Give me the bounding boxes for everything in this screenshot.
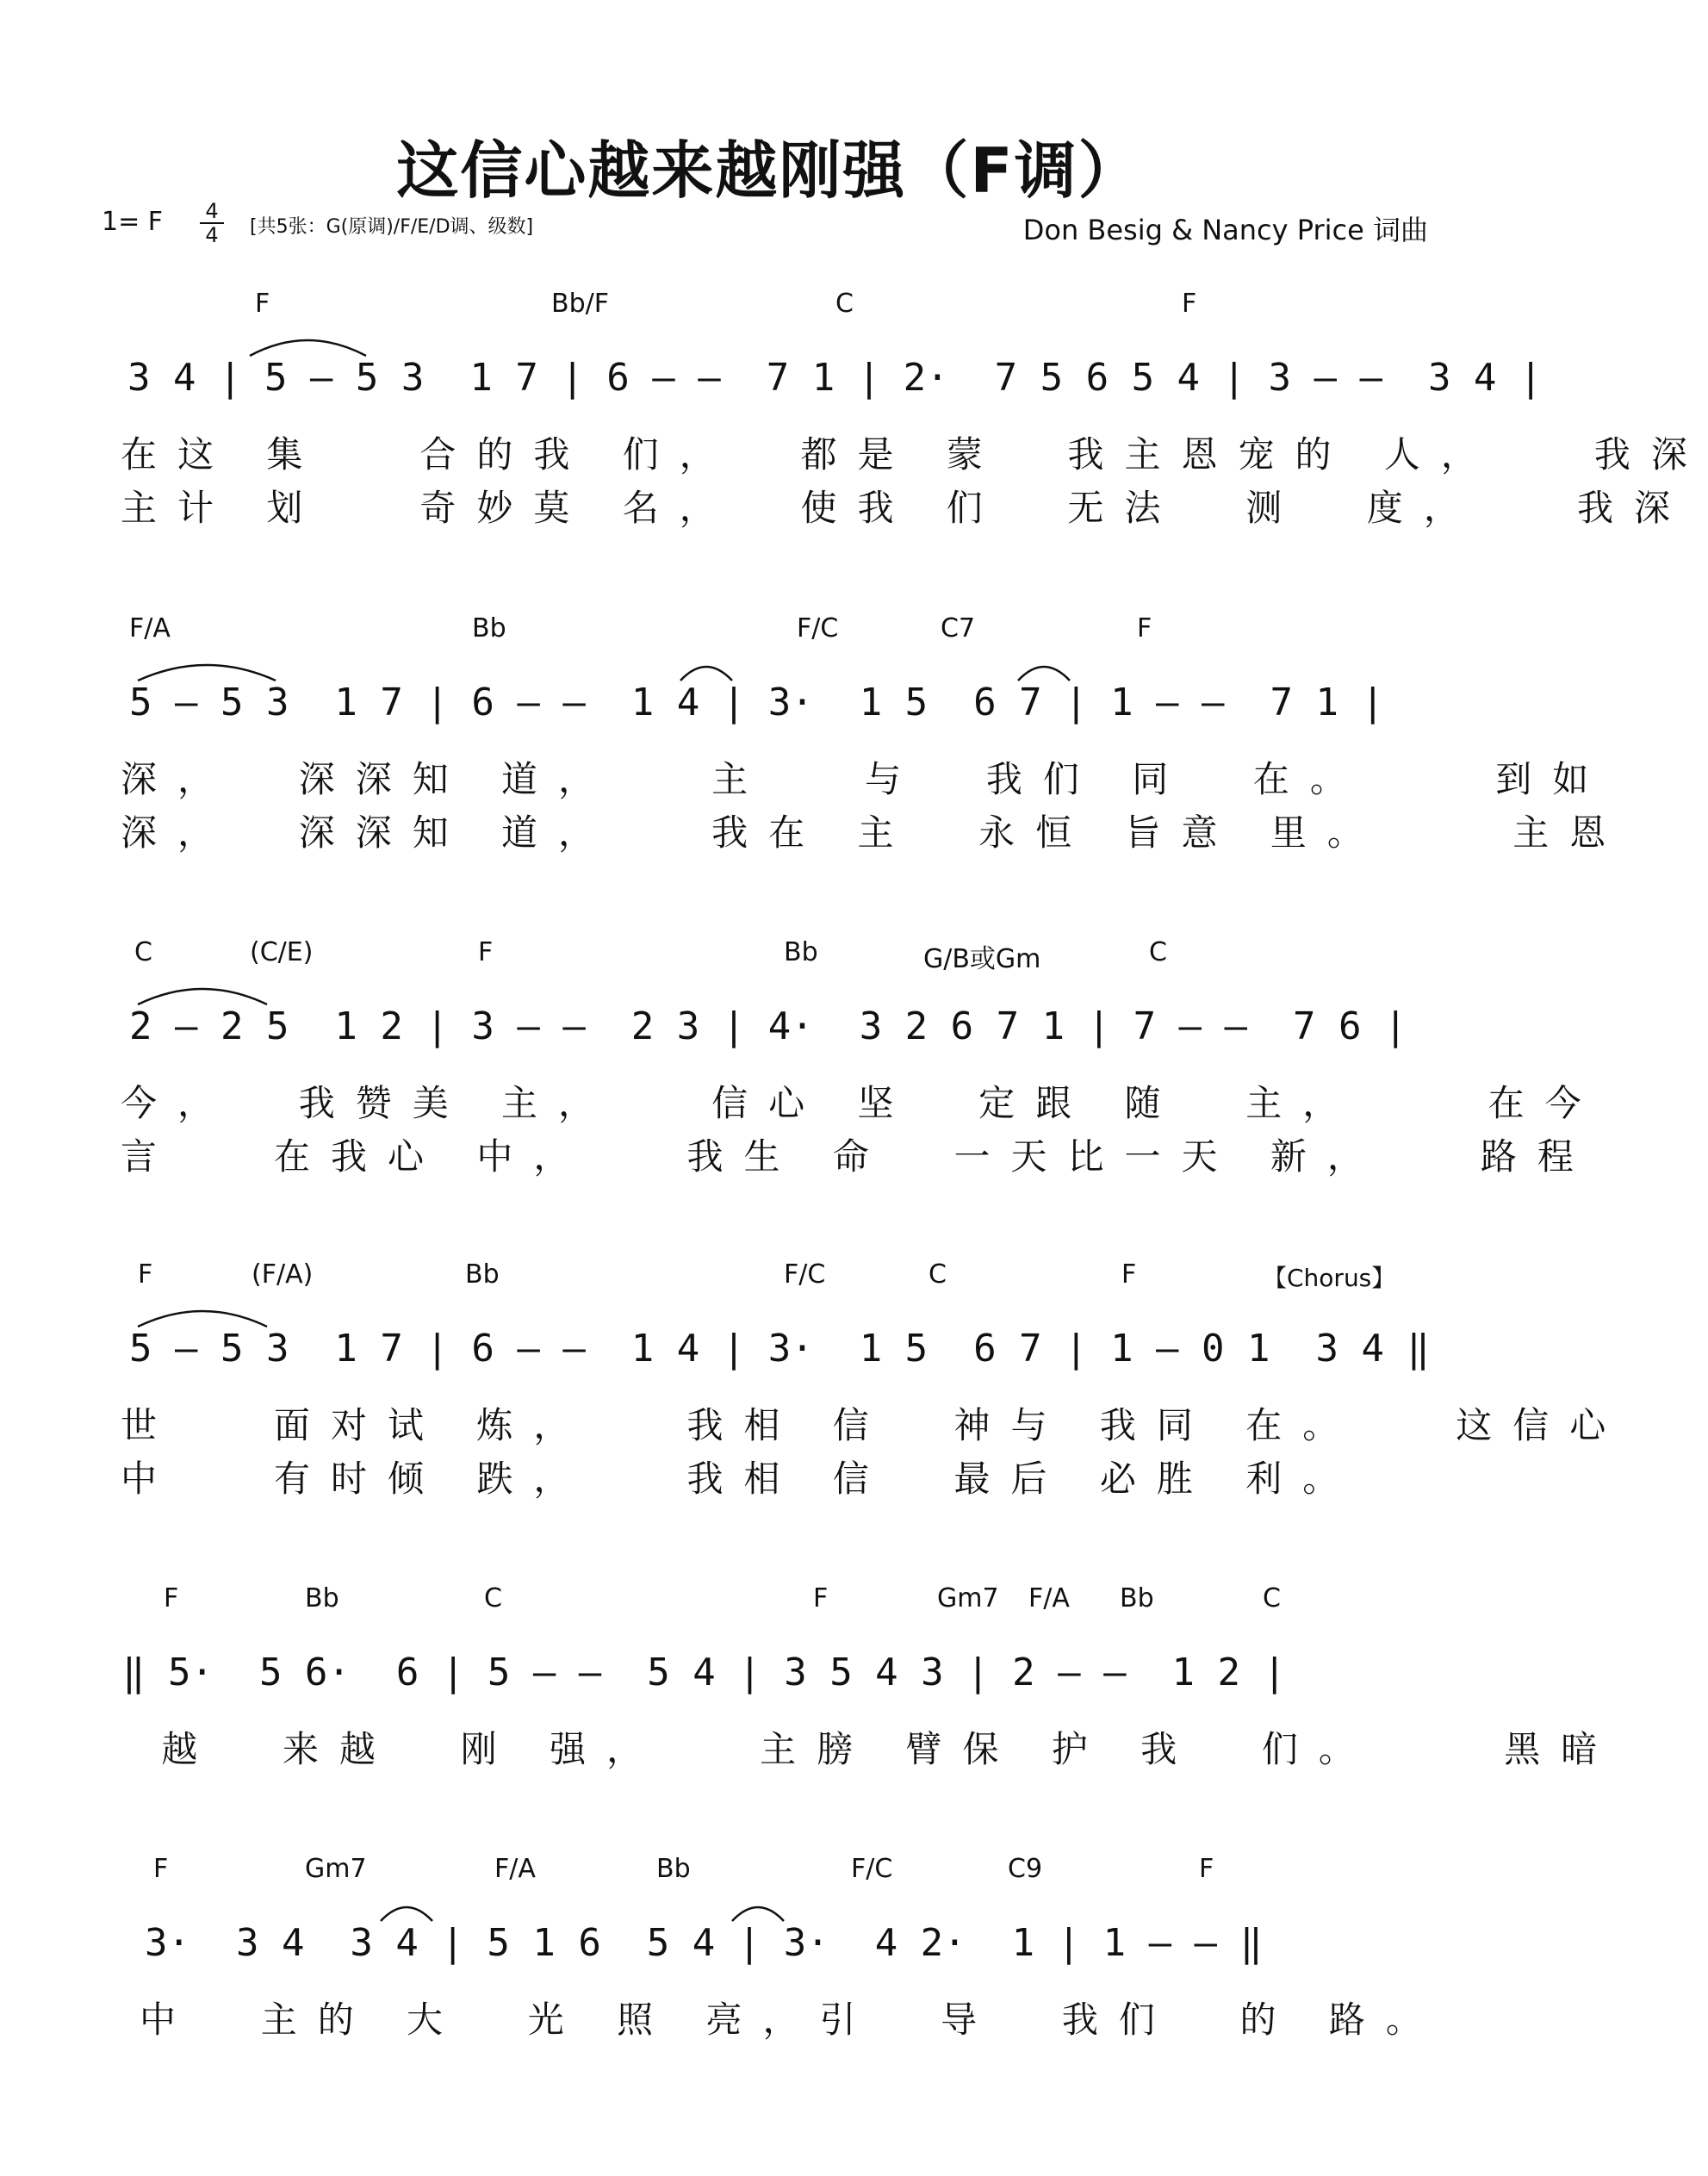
lyrics-verse-1: 在这 集 合的我 们， 都是 蒙 我主恩宠的 人， 我深: [121, 433, 1708, 476]
lyrics-verse-1: 越 来越 刚 强， 主膀 臂保 护 我 们。 黑暗: [129, 1728, 1618, 1770]
tie-slur: [138, 656, 276, 682]
chord: F: [813, 1583, 829, 1613]
tie-slur: [381, 1897, 432, 1923]
chord: F/C: [797, 613, 839, 643]
version-note: [共5张：G(原调)/F/E/D调、级数]: [250, 216, 534, 238]
chord: C: [134, 937, 152, 967]
staff-system-4: [0, 1259, 1627, 1518]
tie-slur: [1018, 656, 1070, 682]
chord: Bb: [1120, 1583, 1154, 1613]
chord: C7: [941, 613, 976, 643]
chord: C: [929, 1259, 947, 1290]
lyrics-verse-1: 中 主的 大 光 照 亮，引 导 我们 的 路。: [140, 1999, 1443, 2041]
chord: (C/E): [250, 937, 314, 967]
notation-line: 3 4 | 5 – 5 3 1 7 | 6 – – 7 1 | 2· 7 5 6 5 4 | 3 – – 3 4 |: [127, 356, 1543, 400]
time-signature: [200, 200, 224, 246]
staff-system-2: [0, 613, 1627, 872]
notation-line: 5 – 5 3 1 7 | 6 – – 1 4 | 3· 1 5 6 7 | 1 – – 7 1 |: [129, 681, 1384, 724]
staff-system-3: [0, 937, 1602, 1196]
notation-line: ‖ 5· 5 6· 6 | 5 – – 5 4 | 3 5 4 3 | 2 – – 1 2 |: [122, 1651, 1287, 1694]
chord: F: [153, 1854, 169, 1884]
chord: C: [1149, 937, 1167, 967]
notation-line: 5 – 5 3 1 7 | 6 – – 1 4 | 3· 1 5 6 7 | 1 – 0 1 3 4 ‖: [129, 1327, 1430, 1371]
chord: F: [138, 1259, 153, 1290]
chord: F: [1199, 1854, 1214, 1884]
chord: F/A: [129, 613, 171, 643]
staff-system-5: [0, 1583, 1618, 1842]
lyrics-verse-2: 深， 深深知 道， 我在 主 永恒 旨意 里。 主恩: [121, 811, 1627, 854]
chord: C9: [1008, 1854, 1043, 1884]
chord: F/A: [1028, 1583, 1070, 1613]
lyrics-verse-2: 主计 划 奇妙莫 名， 使我 们 无法 测 度， 我深: [121, 487, 1691, 529]
chord: F/C: [784, 1259, 826, 1290]
time-signature-top: 4: [205, 199, 219, 223]
staff-system-6: [0, 1854, 1538, 2112]
lyrics-verse-2: 中 有时倾 跌， 我相 信 最后 必胜 利。: [121, 1458, 1360, 1500]
chord: Bb: [465, 1259, 500, 1290]
lyrics-verse-1: 深， 深深知 道， 主 与 我们 同 在。 到如: [121, 758, 1610, 800]
chord: F: [1121, 1259, 1137, 1290]
tie-slur: [250, 332, 366, 357]
chord: Bb: [305, 1583, 339, 1613]
staff-system-1: [0, 289, 1708, 547]
chord: C: [484, 1583, 502, 1613]
notation-line: 3· 3 4 3 4 | 5 1 6 5 4 | 3· 4 2· 1 | 1 – – ‖: [145, 1921, 1264, 1965]
chord: C: [835, 289, 854, 319]
chorus-label: 【Chorus】: [1263, 1264, 1396, 1292]
chord: Gm7: [937, 1583, 999, 1613]
chord: F/A: [494, 1854, 536, 1884]
chord: Gm7: [305, 1854, 367, 1884]
key-signature: 1= F: [102, 207, 164, 237]
lyrics-verse-1: 今， 我赞美 主， 信心 坚 定跟 随 主， 在今: [121, 1082, 1602, 1124]
tie-slur: [732, 1897, 784, 1923]
tie-slur: [138, 980, 267, 1006]
lyrics-verse-1: 世 面对试 炼， 我相 信 神与 我同 在。 这信心: [121, 1404, 1627, 1446]
song-title: 这信心越来越刚强（F调）: [396, 134, 1142, 207]
chord: G/B或Gm: [923, 944, 1041, 974]
chord: F: [255, 289, 270, 319]
chord: (F/A): [252, 1259, 314, 1290]
chord: F: [478, 937, 494, 967]
time-signature-bottom: 4: [200, 222, 224, 246]
chord: Bb: [472, 613, 506, 643]
tie-slur: [138, 1302, 267, 1328]
chord: Bb/F: [551, 289, 609, 319]
song-credit: Don Besig & Nancy Price 词曲: [1022, 214, 1428, 246]
chord: F: [1137, 613, 1152, 643]
chord: C: [1263, 1583, 1281, 1613]
chord: F/C: [851, 1854, 893, 1884]
chord: Bb: [656, 1854, 691, 1884]
notation-line: 2 – 2 5 1 2 | 3 – – 2 3 | 4· 3 2 6 7 1 | 7 – – 7 6 |: [129, 1004, 1407, 1048]
chord: F: [1182, 289, 1197, 319]
chord: F: [164, 1583, 179, 1613]
chord: Bb: [784, 937, 818, 967]
tie-slur: [680, 656, 732, 682]
lyrics-verse-2: 言 在我心 中， 我生 命 一天比一天 新， 路程: [121, 1135, 1594, 1178]
